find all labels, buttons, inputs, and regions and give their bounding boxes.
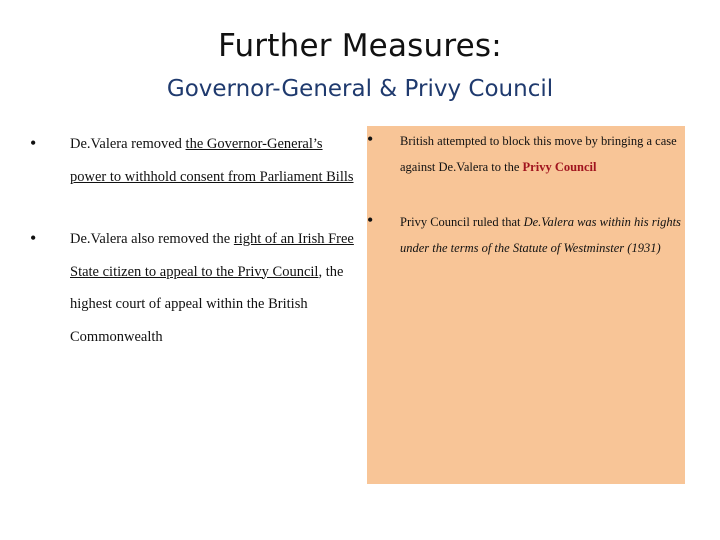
underlined-text: right of an Irish Free State citizen to appeal to the Privy Council [70, 231, 354, 280]
left-bullet-2 [30, 223, 360, 353]
bullet-text: British attempted to block this move by bringing a case against De.Valera to the [400, 134, 677, 174]
slide-title: Further Measures: [218, 28, 502, 64]
italic-text: De.Valera was within his rights under the terms of the Statute of Westminster (1931) [400, 215, 681, 255]
bullet-icon: • [30, 228, 37, 248]
bullet-text: De.Valera removed [70, 136, 186, 152]
right-bullet-2 [367, 209, 685, 261]
bullet-icon: • [367, 129, 374, 149]
underlined-text: the Governor-General’s power to withhold consent from Parliament Bills [70, 136, 354, 185]
bullet-text: De.Valera also removed the [70, 231, 234, 247]
bullet-icon: • [30, 133, 37, 153]
bullet-text: Privy Council ruled that [400, 215, 524, 229]
right-bullet-1 [367, 128, 685, 180]
left-bullet-list [30, 128, 360, 353]
bullet-icon: • [367, 210, 374, 230]
bullet-text-end: , the highest court of appeal within the British Commonwealth [70, 263, 344, 345]
highlight-box [367, 126, 685, 484]
slide-subtitle: Governor-General & Privy Council [166, 76, 554, 102]
left-bullet-1 [30, 128, 360, 193]
privy-council-highlight: Privy Council [522, 160, 597, 174]
